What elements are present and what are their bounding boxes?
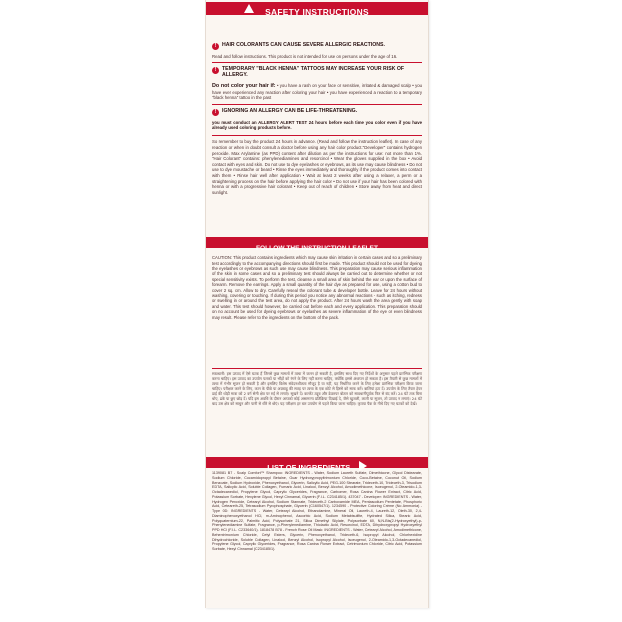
warning-1-title: HAIR COLORANTS CAN CAUSE SEVERE ALLERGIC REACTIONS. xyxy=(222,42,385,48)
exclamation-icon: ! xyxy=(212,109,219,116)
caution-text: CAUTION: This product contains ingredients which may cause skin irritation in certain cases and so a preliminary test accordingly to the accompanying directions should first be made. This product should not be used for dyeing the eyelashes or eyebrows as such use may cause blindness. This preparation may cause serious inflammation of the skin in some cases and so a preliminary test should always be carried out to determine whether or not special sensitivity exists. To perform the test, cleanse a small area of skin behind the ear or upon the surface of forearm. Remove the earrings. Apply a small quantity of the hair dye as prepared for use, using a cotton bud to cover 2 sq. cm. Allow to dry. Carefully reseal the colorant tube & developer bottle. Leave for 24 hours without washing, covering or touching. If during this period you notice any abnormal reactions - such as itching, redness or swelling in or around the test area, do not apply the product. After 24 hours wash the area gently with soap and water. This test should however, be carried out before each and every application. This preparation should on no account be used for dyeing eyebrows or eyelashes as severe inflammation of the eye or even blindness may result. Please refer to the ingredients on the bottom of the pack. xyxy=(212,255,422,320)
warning-2 xyxy=(206,66,428,78)
warning-3-text: you must conduct an ALLERGY ALERT TEST 24 hours before each time you color even if you have already used coloring products before. xyxy=(212,119,422,131)
hindi-divider xyxy=(212,368,422,369)
safety-title: SAFETY INSTRUCTIONS xyxy=(265,7,369,17)
leaflet-title: FOLLOW THE INSTRUCTION LEAFLET xyxy=(256,245,378,252)
ingredients-text: 1139081 B7 - Scalp Comfort™ Shampoo: INGREDIENTS - Water, Sodium Laureth Sulfate, Dimethicone, Glycol Distearate, Sodium Chloride, Cocamidopropyl Betaine, Guar Hydroxypropyltrimonium Chloride, Coco-Betaine, Coconut Oil, Sodium Benzoate, Sodium Hydroxide, Phenoxyethanol, Glycerin, Salicylic Acid, PEG-100 Stearate, Trideceth-10, Trideceth-3, Trisodium EDTA, Salicylic Acid, Soluble Collagen, Fumaric Acid, Linalool, Benzyl Alcohol, Amodimethicone, Isoeugenol, 2-Oleamido-1,3-Octadecanediol, Propylene Glycol, Caprylic Glycerides, Fragrance, Carbomer, Rosa Canina Flower Extract, Citric Acid, Potassium Sorbate, Hexylene Glycol, Hexyl Cinnamal, Glycerin (F.I.L. C234185/1). 437047 - Developer: INGREDIENTS - Water, Hydrogen Peroxide, Cetearyl Alcohol, Sodium Stannate, Trideceth-2 Carboxamide MEA, Pentasodium Pentetate, Phosphoric Acid, Ceteareth-25, Tetrasodium Pyrophosphate, Glycerin (C160547/1). 1234590 - Protective Coloring Crème (No Ammonia) - Type 0D: INGREDIENTS - Water, Cetearyl Alcohol, Ethanolamine, Mineral Oil, Laureth-4, Laureth-12, Oleth-30, 2,4-Diaminophenoxyethanol HCl, m-Aminophenol, Ascorbic Acid, Sodium Metabisulfite, Hydrated Silica, Stearic Acid, Polyquaternium-22, Palmitic Acid, Polysorbate 21, Silica Dimethyl Silylate, Polysorbate 60, N,N-Bis(2-Hydroxyethyl)-p-Phenylenediamine Sulfate, Fragrance, p-Phenylenediamine, Thiolactic Acid, Resorcinol, EDTA, Dihydroxypropyl Hydroxyethyl PPD HCl (F.I.L. C233640/1). 1818478 B78 - French Rose Oil Mask: INGREDIENTS - Water, Cetearyl Alcohol, Amodimethicone, Behentrimonium Chloride, Cetyl Esters, Glycerin, Phenoxyethanol, Trideceth-6, Isopropyl Alcohol, Chlorhexidine Dihydrochloride, Soluble Collagen, Linalool, Benzyl Alcohol, Isopropyl Alcohol, Isoeugenol, 2-Oleamido-1,3-Octadecanediol, Propylene Glycol, Caprylic Glycerides, Fragrance, Rosa Canina Flower Extract, Cetrimonium Chloride, Citric Acid, Potassium Sorbate, Hexyl Cinnamal (C234185/1). xyxy=(212,471,422,551)
body-instructions: So remember to buy the product 24 hours in advance. (Read and follow the instruction leaflet). In case of any reaction or when in doubt consult a doctor before using any hair color product."Developer" contains hydrogen peroxide. Max Arylamine (as PPD) content after dilution as per the instructions for use: not more than 1%. "Hair Colorant" contains: phenylenediamines and resorcinol • Wear the gloves supplied in the box • Avoid contact with eyes and skin. Do not use to dye eyelashes or eyebrows, as its use may cause blindness • Do not use to dye moustache or beard • Rinse the eyes immediately and thoroughly if the product comes into contact with them • Rinse hair well after application • Wait at least 2 weeks after using a relaxer, a perm or a straightening process on the hair before applying the hair color • Do not use if your hair has been colored with henna or with a progressive hair colorant • Keep out of reach of children • Store away from heat and direct sunlight. xyxy=(212,139,422,195)
ingredients-section xyxy=(206,471,428,604)
divider xyxy=(212,62,422,63)
warning-2-title: TEMPORARY "BLACK HENNA" TATTOOS MAY INCREASE YOUR RISK OF ALLERGY. xyxy=(222,66,405,79)
warning-2-body xyxy=(206,83,428,100)
warning-1-text: Read and follow instructions. This product is not intended for use on persons under the age of 16. xyxy=(212,54,398,59)
warning-2-lead: Do not color your hair if: xyxy=(212,83,276,90)
safety-instructions-header xyxy=(206,2,428,15)
safety-warnings xyxy=(206,18,428,225)
divider xyxy=(212,135,422,136)
hindi-section xyxy=(206,371,428,453)
arrow-right-icon xyxy=(359,461,367,471)
warning-3 xyxy=(206,108,428,116)
warning-1 xyxy=(206,42,428,50)
ingredients-header xyxy=(206,457,428,472)
divider xyxy=(212,104,422,105)
exclamation-icon: ! xyxy=(212,43,219,50)
warning-2-text: • you have a rash on your face or sensitive, irritated & damaged scalp • you have ever experienced any reaction after coloring your hair • you have experienced a reaction to a temporary "black henna" tattoo in the past xyxy=(212,83,422,101)
warning-triangle-icon xyxy=(244,4,254,13)
caution-section xyxy=(206,251,428,365)
ingredients-title: LIST OF INGREDIENTS xyxy=(267,463,351,472)
product-box-panel xyxy=(205,0,429,608)
leaflet-header xyxy=(206,237,428,252)
warning-3-title: IGNORING AN ALLERGY CAN BE LIFE-THREATENING. xyxy=(222,107,358,114)
exclamation-icon: ! xyxy=(212,67,219,74)
hindi-caution-text: सावधानी: इस उत्पाद में ऐसे घटक हैं जिनसे कुछ मामलों में त्वचा में जलन हो सकती है, इसलिए साथ दिए गए निर्देशों के अनुसार पहले प्रारंभिक परीक्षण करना चाहिए। इस उत्पाद का उपयोग पलकों या भौंहों को रंगने के लिए नहीं करना चाहिए, क्योंकि इससे अंधापन हो सकता है। इस तैयारी से कुछ मामलों में त्वचा में गंभीर सूजन हो सकती है और इसलिए विशेष संवेदनशीलता मौजूद है या नहीं, यह निर्धारित करने के लिए हमेशा प्रारंभिक परीक्षण किया जाना चाहिए। परीक्षण करने के लिए, कान के पीछे या अग्रबाहु की सतह पर त्वचा के एक छोटे से हिस्से को साफ करें। बालियां हटा दें। उपयोग के लिए तैयार हेयर डाई की थोड़ी मात्रा को 2 वर्ग सेमी क्षेत्र पर रुई से लगाएं। सूखने दें। कलरेंट ट्यूब और डेवलपर बोतल को सावधानीपूर्वक फिर से बंद करें। 24 घंटे तक बिना धोए, ढके या छुए छोड़ दें। यदि इस अवधि के दौरान आपको कोई असामान्य प्रतिक्रिया दिखाई दे, जैसे खुजली, लाली या सूजन, तो उत्पाद न लगाएं। 24 घंटे बाद उस क्षेत्र को साबुन और पानी से धीरे से धोएं। यह परीक्षण हर बार उपयोग से पहले किया जाना चाहिए। कृपया पैक के नीचे दिए गए घटकों को देखें। xyxy=(212,371,422,407)
